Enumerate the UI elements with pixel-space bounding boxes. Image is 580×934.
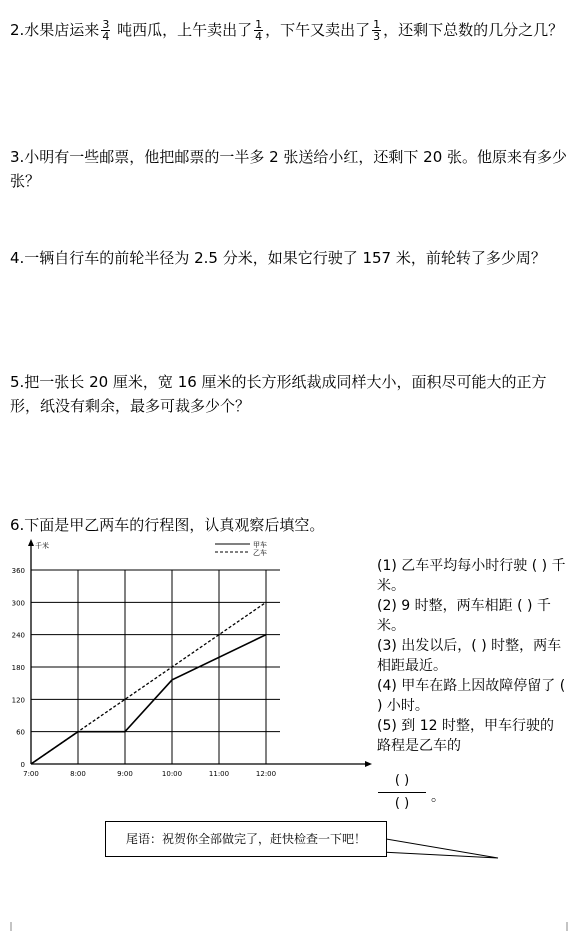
y-axis-arrow xyxy=(28,539,34,546)
q2-fraction-1: $\frac{3}{4}$ xyxy=(102,18,110,43)
answer-fraction-bottom: ( ) xyxy=(394,796,410,811)
fraction-bar xyxy=(378,792,426,793)
x-tick-label: 11:00 xyxy=(208,770,230,778)
q2-text-3: ，下午又卖出了 xyxy=(265,21,371,39)
travel-chart xyxy=(0,538,372,783)
x-tick-label: 9:00 xyxy=(117,770,133,778)
corner-mark-right xyxy=(566,922,576,932)
q6-item-5: (5) 到 12 时整，甲车行驶的路程是乙车的 xyxy=(377,718,554,754)
q2-text-1: 2.水果店运来 xyxy=(10,21,100,39)
q2-fraction-2: $\frac{1}{4}$ xyxy=(255,18,263,43)
y-axis-label: 千米 xyxy=(35,542,49,550)
x-tick-label: 10:00 xyxy=(161,770,183,778)
legend-label-1: 甲车 xyxy=(253,541,267,549)
chart-series xyxy=(31,602,266,764)
series-line-2 xyxy=(31,602,266,764)
answer-period: 。 xyxy=(431,789,445,805)
y-tick-label: 60 xyxy=(16,728,25,737)
y-tick-label: 300 xyxy=(11,599,25,608)
question-2 xyxy=(10,18,572,42)
legend-label-2: 乙车 xyxy=(253,549,267,557)
y-tick-label: 120 xyxy=(11,696,25,705)
closing-callout: 尾语：祝贺你全部做完了，赶快检查一下吧！ xyxy=(105,821,387,857)
chart-grid xyxy=(31,570,280,764)
chart-legend xyxy=(215,540,267,557)
corner-mark-left xyxy=(2,922,12,932)
y-tick-label: 180 xyxy=(11,664,25,672)
q2-text-4: ，还剩下总数的几分之几？ xyxy=(383,21,564,39)
answer-fraction-blank xyxy=(378,772,426,813)
q6-item-2: (2) 9 时整，两车相距 ( ) 千米。 xyxy=(377,598,551,634)
question-6-title: 6.下面是甲乙两车的行程图，认真观察后填空。 xyxy=(10,516,325,534)
q2-text-2: 吨西瓜，上午卖出了 xyxy=(112,21,253,39)
chart-axes xyxy=(28,539,372,767)
x-axis-arrow xyxy=(365,761,372,767)
answer-fraction-top: ( ) xyxy=(394,773,410,788)
x-tick-label: 12:00 xyxy=(255,770,277,778)
q6-item-3: (3) 出发以后，( ) 时整，两车相距最近。 xyxy=(377,638,562,674)
q6-item-4: (4) 甲车在路上因故障停留了 ( ) 小时。 xyxy=(377,678,566,714)
q6-item-1: (1) 乙车平均每小时行驶 ( ) 千米。 xyxy=(377,558,566,594)
question-4: 4.一辆自行车的前轮半径为 2.5 分米，如果它行驶了 157 米，前轮转了多少周？ xyxy=(10,249,546,267)
q2-fraction-3: $\frac{1}{3}$ xyxy=(373,18,381,43)
question-5: 5.把一张长 20 厘米，宽 16 厘米的长方形纸裁成同样大小，面积尽可能大的正方形，纸没有剩余，最多可裁多少个？ xyxy=(10,373,547,415)
y-tick-label: 360 xyxy=(11,567,25,575)
chart-ticks xyxy=(12,567,276,778)
q6-blanks xyxy=(377,556,567,756)
question-3: 3.小明有一些邮票，他把邮票的一半多 2 张送给小红，还剩下 20 张。他原来有多少张？ xyxy=(10,148,568,190)
y-tick-label: 0 xyxy=(20,761,25,769)
x-tick-label: 8:00 xyxy=(70,770,86,778)
callout-pointer xyxy=(380,830,505,865)
y-tick-label: 240 xyxy=(11,631,25,640)
x-tick-label: 7:00 xyxy=(23,770,39,778)
